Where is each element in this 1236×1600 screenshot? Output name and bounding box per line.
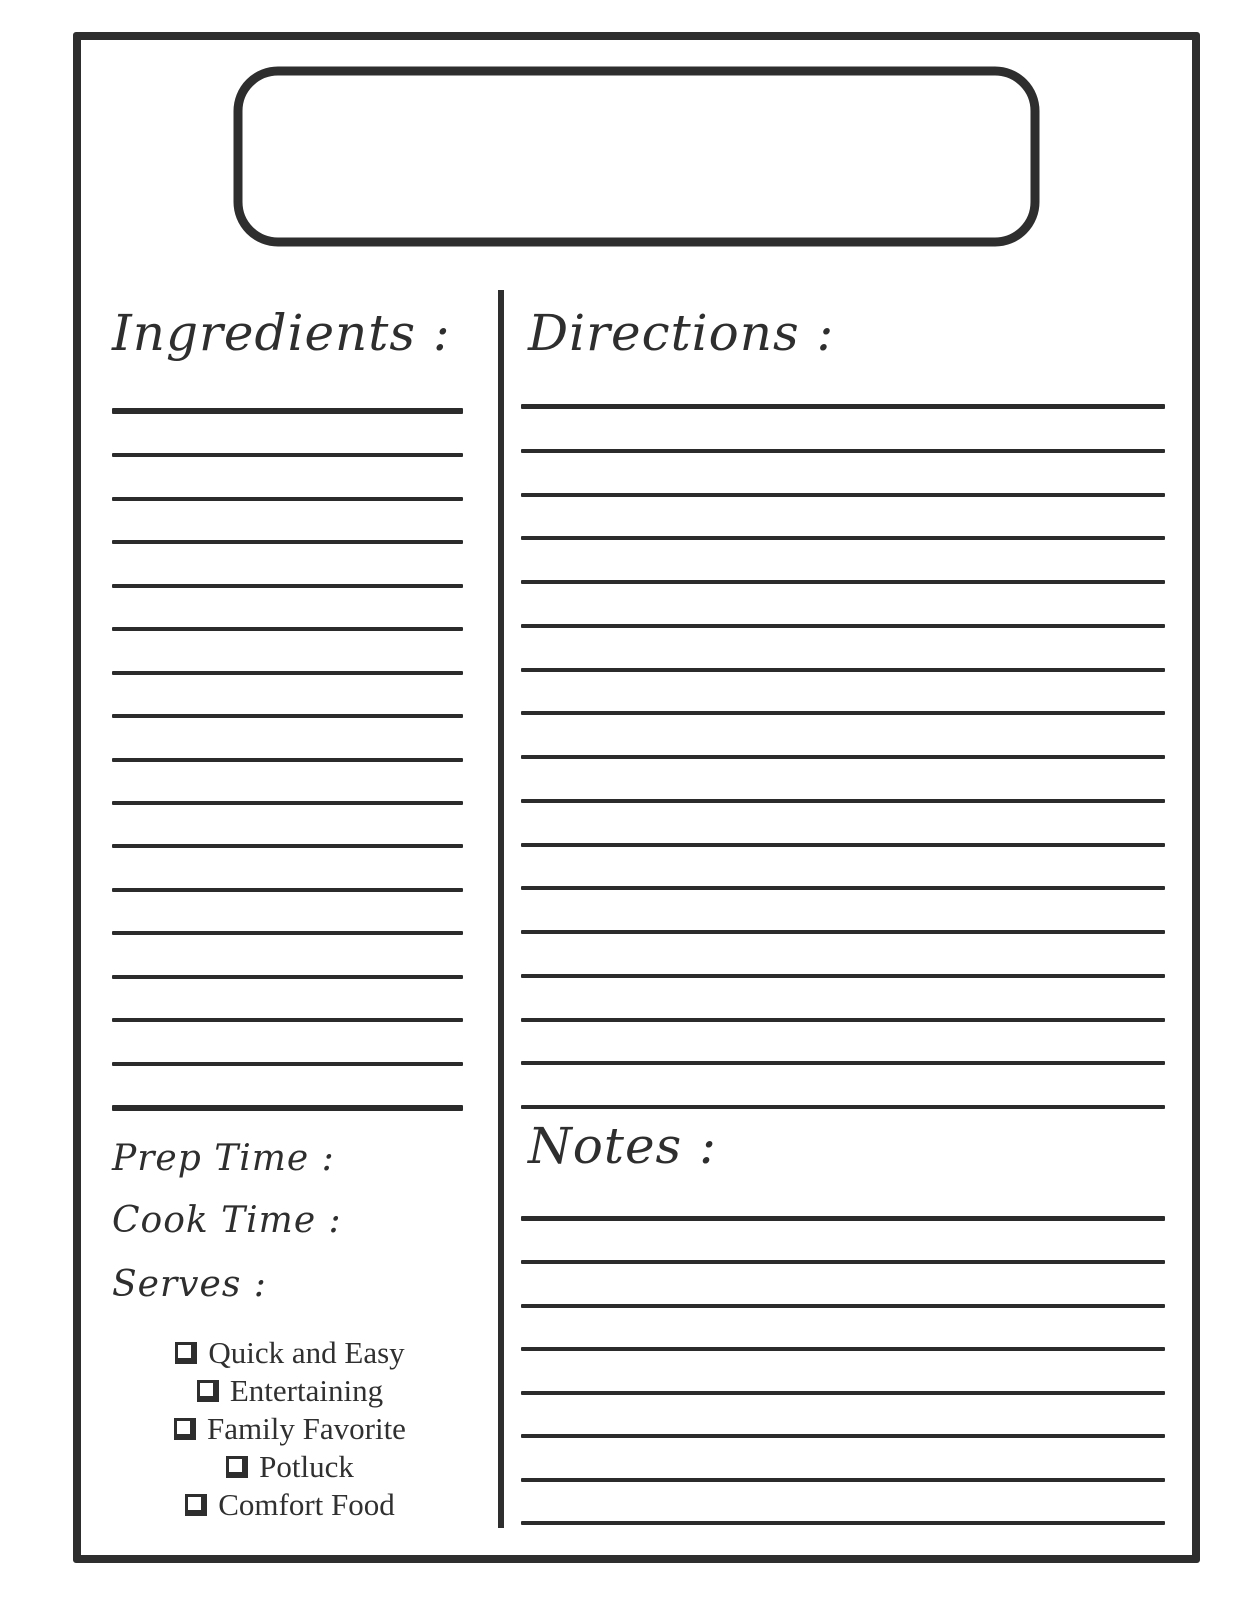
ruled-line[interactable] bbox=[521, 493, 1165, 497]
prep-time-label: Prep Time : bbox=[112, 1138, 335, 1179]
ruled-line[interactable] bbox=[521, 1105, 1165, 1109]
ruled-line[interactable] bbox=[521, 668, 1165, 672]
category-label: Entertaining bbox=[229, 1373, 384, 1408]
checkbox-icon[interactable] bbox=[197, 1380, 219, 1402]
category-label: Potluck bbox=[259, 1449, 354, 1484]
ingredients-heading: Ingredients : bbox=[112, 304, 451, 362]
category-label: Family Favorite bbox=[207, 1411, 406, 1446]
ruled-line[interactable] bbox=[112, 1018, 463, 1022]
ruled-line[interactable] bbox=[521, 1260, 1165, 1264]
ruled-line[interactable] bbox=[112, 758, 463, 762]
ruled-line[interactable] bbox=[112, 975, 463, 979]
ruled-line[interactable] bbox=[112, 888, 463, 892]
ruled-line[interactable] bbox=[521, 580, 1165, 584]
ruled-line[interactable] bbox=[112, 497, 463, 501]
ruled-line[interactable] bbox=[521, 711, 1165, 715]
cook-time-label: Cook Time : bbox=[112, 1200, 342, 1241]
ruled-line[interactable] bbox=[112, 931, 463, 935]
notes-lines bbox=[521, 1216, 1165, 1525]
ruled-line[interactable] bbox=[521, 843, 1165, 847]
ruled-line[interactable] bbox=[521, 1061, 1165, 1065]
ruled-line[interactable] bbox=[521, 404, 1165, 409]
category-row-entertaining[interactable] bbox=[85, 1372, 495, 1410]
ruled-line[interactable] bbox=[112, 844, 463, 848]
recipe-title-field[interactable] bbox=[258, 86, 1015, 222]
ruled-line[interactable] bbox=[521, 1478, 1165, 1482]
ruled-line[interactable] bbox=[521, 886, 1165, 890]
ingredients-lines bbox=[112, 408, 463, 1111]
ruled-line[interactable] bbox=[521, 930, 1165, 934]
ruled-line[interactable] bbox=[521, 974, 1165, 978]
ruled-line[interactable] bbox=[112, 671, 463, 675]
ruled-line[interactable] bbox=[112, 1062, 463, 1066]
ruled-line[interactable] bbox=[521, 1347, 1165, 1351]
ruled-line[interactable] bbox=[521, 1018, 1165, 1022]
ruled-line[interactable] bbox=[112, 540, 463, 544]
checkbox-icon[interactable] bbox=[174, 1418, 196, 1440]
category-row-comfort-food[interactable] bbox=[85, 1486, 495, 1524]
ruled-line[interactable] bbox=[521, 1216, 1165, 1221]
ruled-line[interactable] bbox=[112, 408, 463, 414]
ruled-line[interactable] bbox=[521, 1391, 1165, 1395]
directions-heading: Directions : bbox=[528, 304, 835, 362]
ruled-line[interactable] bbox=[112, 714, 463, 718]
ruled-line[interactable] bbox=[521, 1521, 1165, 1525]
checkbox-icon[interactable] bbox=[175, 1342, 197, 1364]
ruled-line[interactable] bbox=[112, 1105, 463, 1111]
category-checkbox-list bbox=[85, 1334, 495, 1524]
ruled-line[interactable] bbox=[521, 624, 1165, 628]
column-divider bbox=[498, 290, 504, 1528]
ruled-line[interactable] bbox=[521, 1304, 1165, 1308]
category-row-potluck[interactable] bbox=[85, 1448, 495, 1486]
ruled-line[interactable] bbox=[521, 449, 1165, 453]
directions-lines bbox=[521, 404, 1165, 1109]
checkbox-icon[interactable] bbox=[185, 1494, 207, 1516]
checkbox-icon[interactable] bbox=[226, 1456, 248, 1478]
notes-heading: Notes : bbox=[528, 1117, 717, 1175]
category-label: Quick and Easy bbox=[208, 1335, 405, 1370]
category-label: Comfort Food bbox=[218, 1487, 395, 1522]
ruled-line[interactable] bbox=[521, 799, 1165, 803]
ruled-line[interactable] bbox=[521, 755, 1165, 759]
ruled-line[interactable] bbox=[112, 627, 463, 631]
ruled-line[interactable] bbox=[112, 584, 463, 588]
ruled-line[interactable] bbox=[521, 1434, 1165, 1438]
category-row-quick-and-easy[interactable] bbox=[85, 1334, 495, 1372]
category-row-family-favorite[interactable] bbox=[85, 1410, 495, 1448]
serves-label: Serves : bbox=[112, 1264, 267, 1305]
ruled-line[interactable] bbox=[112, 453, 463, 457]
ruled-line[interactable] bbox=[112, 801, 463, 805]
ruled-line[interactable] bbox=[521, 536, 1165, 540]
